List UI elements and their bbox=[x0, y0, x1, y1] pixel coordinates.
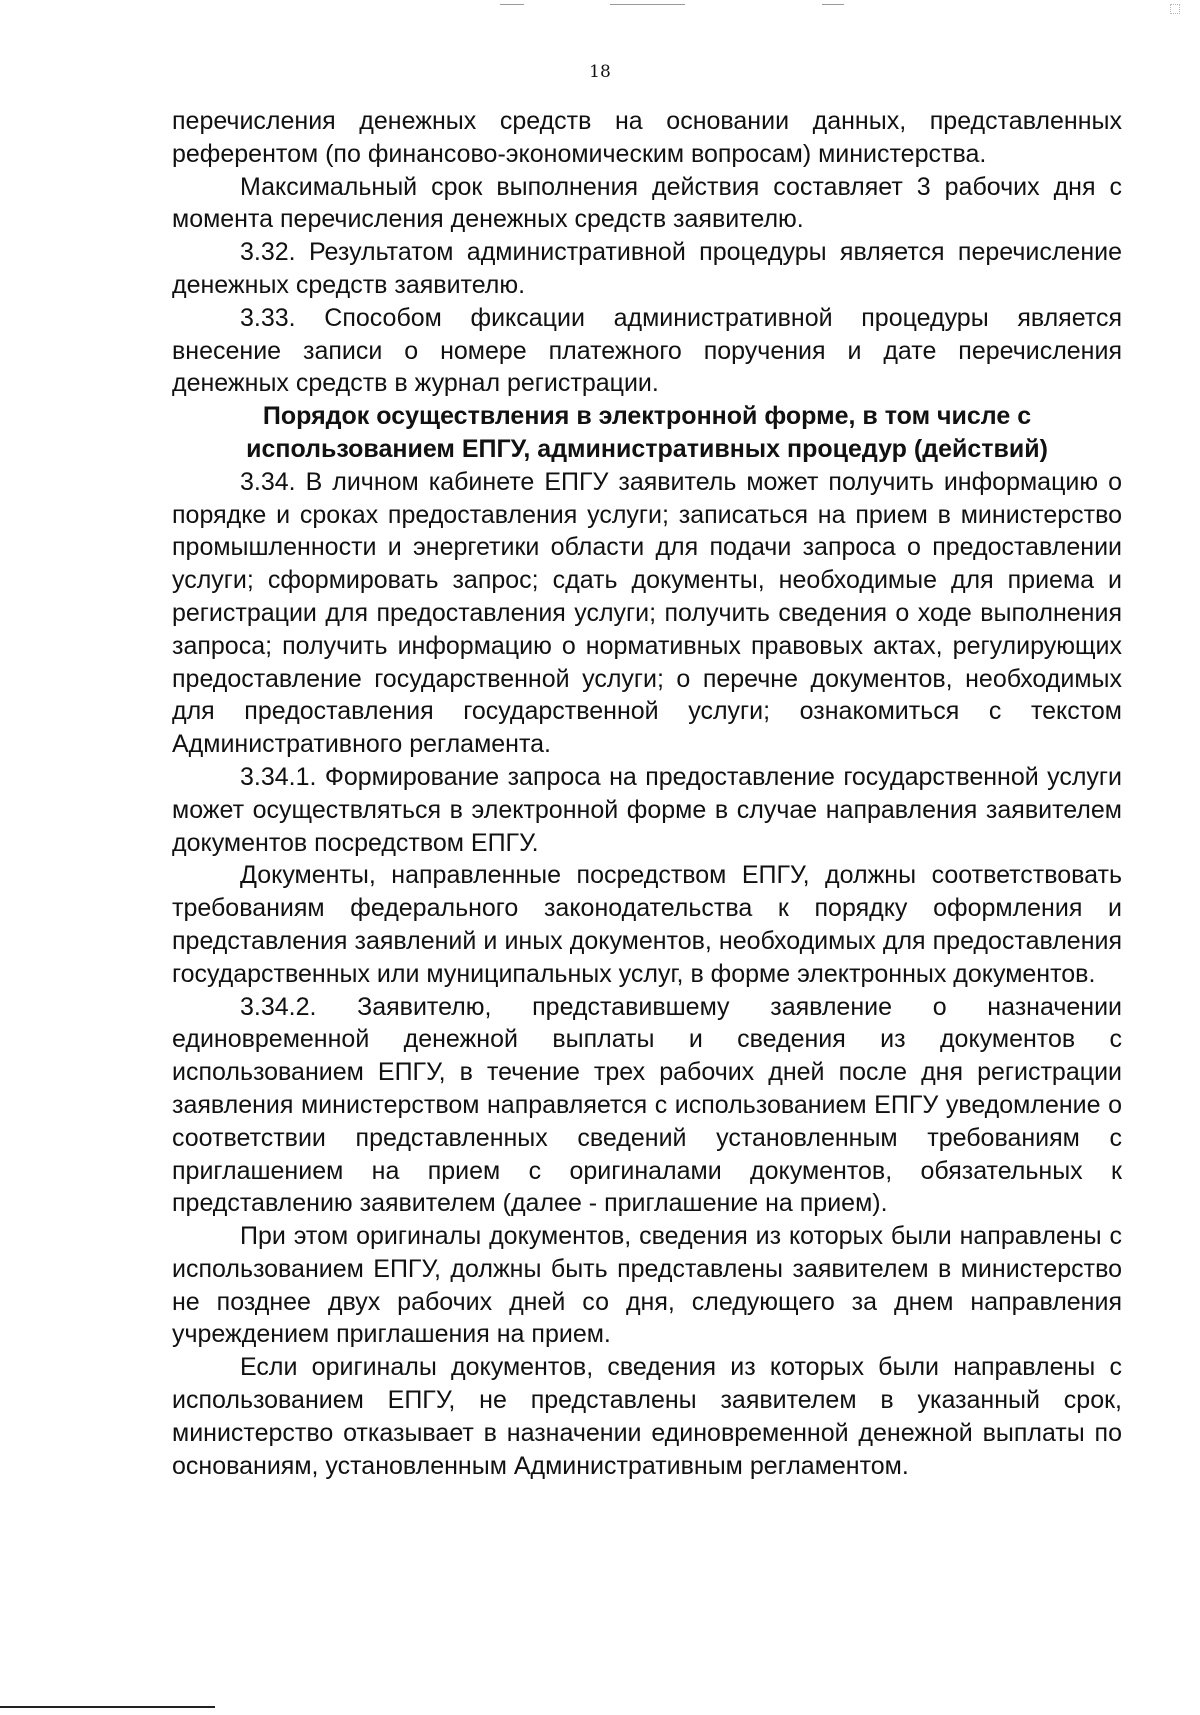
paragraph: 3.33. Способом фиксации административной процедуры является внесение записи о номере платежного поручения и дате перечисления денежных средств в журнал регистрации. bbox=[172, 303, 1122, 398]
paragraph: Если оригиналы документов, сведения из которых были направлены с использованием ЕПГУ, не представлены заявителем в указанный срок, министерство отказывает в назначении единовременной денежной выплаты по основаниям, установленным Административным регламентом. bbox=[172, 1353, 1122, 1480]
footer-rule bbox=[0, 1706, 215, 1708]
paragraph: Документы, направленные посредством ЕПГУ, должны соответствовать требованиям федерального законодательства к порядку оформления и представления заявлений и иных документов, необходимых для предоставления государственных или муниципальных услуг, в форме электронных документов. bbox=[172, 861, 1122, 988]
paragraph: 3.34. В личном кабинете ЕПГУ заявитель может получить информацию о порядке и сроках предоставления услуги; записаться на прием в министерство промышленности и энергетики области для подачи запроса о предоставлении услуги; сформировать запрос; сдать документы, необходимые для приема и регистрации для предоставления услуги; получить сведения о ходе выполнения запроса; получить информацию о нормативных правовых актах, регулирующих предоставление государственной услуги; о перечне документов, необходимых для предоставления государственной услуги; ознакомиться с текстом Административного регламента. bbox=[172, 467, 1122, 759]
paragraph: перечисления денежных средств на основании данных, представленных референтом (по финансово-экономическим вопросам) министерства. bbox=[172, 107, 1122, 168]
scan-artifact bbox=[822, 4, 844, 5]
section-heading: Порядок осуществления в электронной форме, в том числе с использованием ЕПГУ, административных процедур (действий) bbox=[246, 402, 1048, 463]
paragraph: 3.34.1. Формирование запроса на предоставление государственной услуги может осуществляться в электронной форме в случае направления заявителем документов посредством ЕПГУ. bbox=[172, 762, 1122, 857]
scan-artifact bbox=[1170, 4, 1180, 14]
page-number: 18 bbox=[589, 62, 611, 82]
scan-artifact bbox=[500, 4, 524, 5]
paragraph: 3.34.2. Заявителю, представившему заявление о назначении единовременной денежной выплаты и сведения из документов с использованием ЕПГУ, в течение трех рабочих дней после дня регистрации заявления министерством направляется с использованием ЕПГУ уведомление о соответствии представленных сведений установленным требованиям с приглашением на прием с оригиналами документов, обязательных к представлению заявителем (далее - приглашение на прием). bbox=[172, 992, 1122, 1218]
paragraph: Максимальный срок выполнения действия составляет 3 рабочих дня с момента перечисления денежных средств заявителю. bbox=[172, 172, 1122, 234]
paragraph: При этом оригиналы документов, сведения из которых были направлены с использованием ЕПГУ, должны быть представлены заявителем в министерство не позднее двух рабочих дней со дня, следующего за днем направления учреждением приглашения на прием. bbox=[172, 1222, 1122, 1349]
document-body bbox=[172, 105, 1122, 1482]
scan-artifact bbox=[610, 4, 685, 5]
paragraph: 3.32. Результатом административной процедуры является перечисление денежных средств заявителю. bbox=[172, 238, 1122, 299]
